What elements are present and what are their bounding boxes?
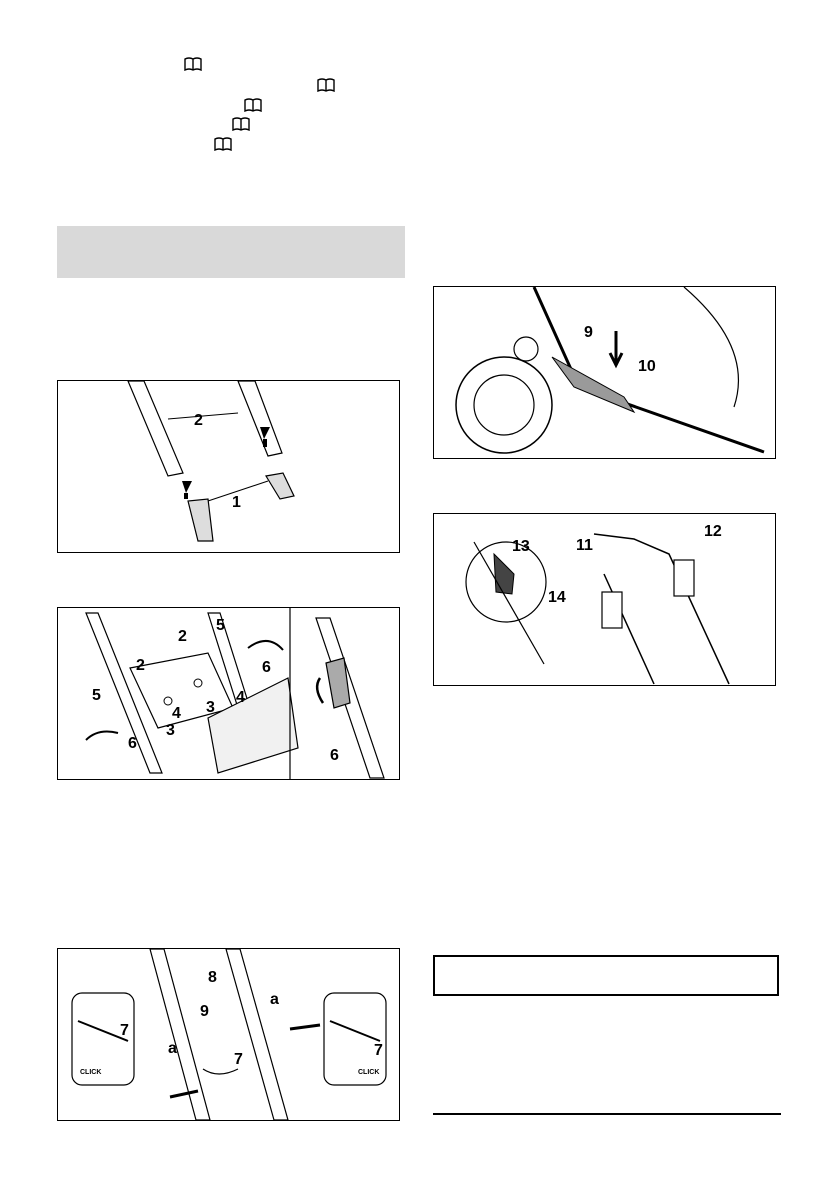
- label: 6: [262, 659, 271, 676]
- label: 2: [178, 628, 187, 645]
- book-icon: [317, 78, 335, 92]
- label: 3: [166, 722, 175, 739]
- notice-box: [433, 955, 779, 996]
- click-label: CLICK: [80, 1069, 102, 1076]
- figure-handle-mount: [57, 607, 400, 780]
- label: 9: [200, 1003, 209, 1020]
- label: 10: [638, 358, 656, 375]
- label: 13: [512, 538, 530, 555]
- label: 7: [374, 1042, 383, 1059]
- label: 6: [128, 735, 137, 752]
- label: 6: [330, 747, 339, 764]
- label: 7: [234, 1051, 243, 1068]
- label: 2: [194, 412, 203, 429]
- horizontal-rule: [433, 1113, 781, 1115]
- book-icon: [232, 117, 250, 131]
- label: 4: [236, 689, 245, 706]
- book-icon: [244, 98, 262, 112]
- label: 14: [548, 589, 566, 606]
- label: 5: [216, 617, 225, 634]
- figure-control-bar: [433, 513, 776, 686]
- label: a: [168, 1040, 177, 1057]
- label: 7: [120, 1022, 129, 1039]
- label: 11: [576, 537, 593, 554]
- label: 3: [206, 699, 215, 716]
- label: 1: [232, 494, 241, 511]
- section-heading-bar: [57, 226, 405, 278]
- label: 5: [92, 687, 101, 704]
- book-icon: [184, 57, 202, 71]
- figure-cable-guide: [433, 286, 776, 459]
- label: 2: [136, 657, 145, 674]
- label: 9: [584, 324, 593, 341]
- label: 4: [172, 705, 181, 722]
- label: 8: [208, 969, 217, 986]
- label: 12: [704, 523, 722, 540]
- label: a: [270, 991, 279, 1008]
- click-label: CLICK: [358, 1069, 380, 1076]
- book-icon: [214, 137, 232, 151]
- figure-cable-clips: [57, 948, 400, 1121]
- figure-handle-insert: [57, 380, 400, 553]
